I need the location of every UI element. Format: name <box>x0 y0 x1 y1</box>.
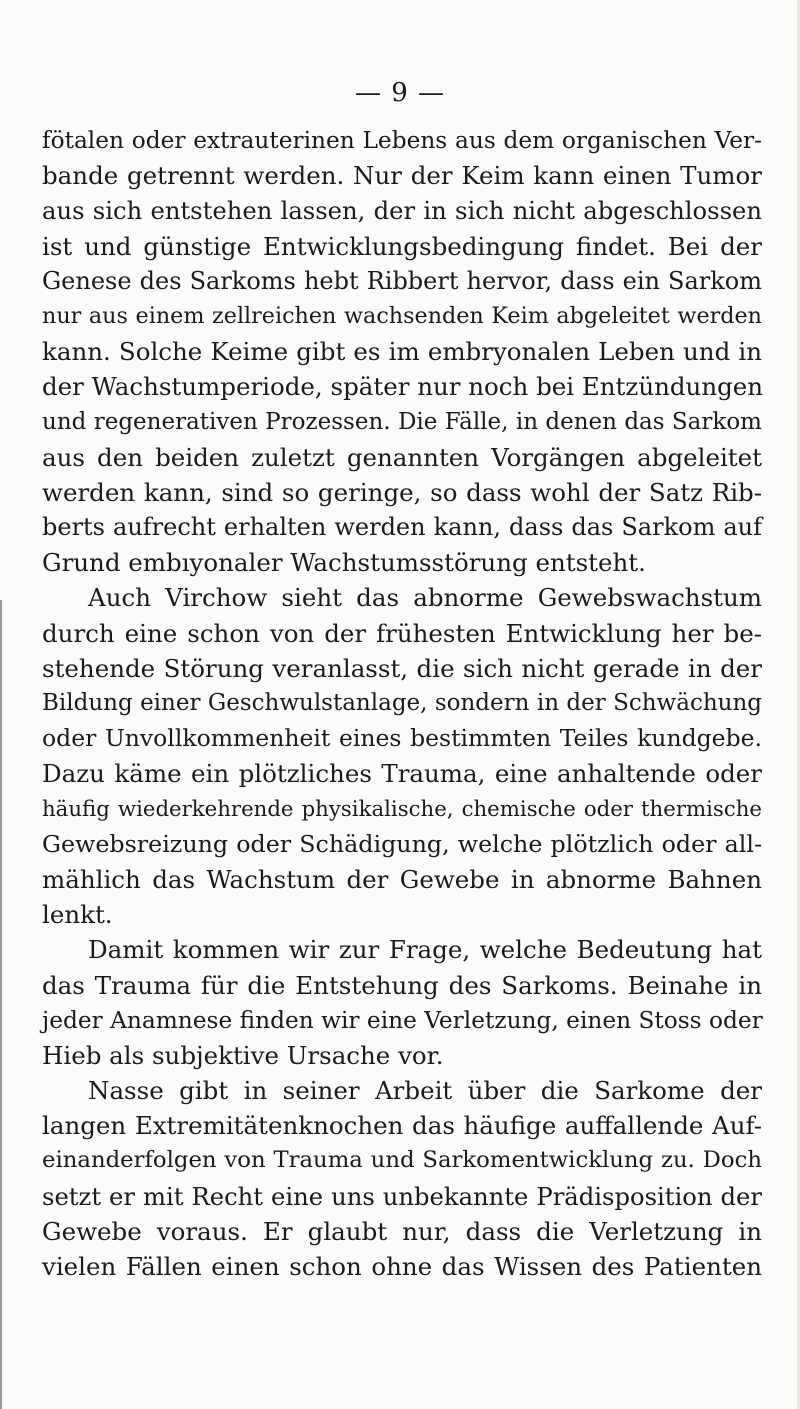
paragraph <box>42 1073 762 1284</box>
text-line: häufig wiederkehrende physikalische, chemische oder thermische <box>42 796 762 822</box>
text-line: nur aus einem zellreichen wachsenden Keim abgeleitet werden <box>42 302 762 329</box>
text-line: jeder Anamnese finden wir eine Verletzung, einen Stoss oder <box>42 1006 763 1034</box>
page-number: — 9 — <box>354 78 446 108</box>
text-line: aus sich entstehen lassen, der in sich nicht abgeschlossen <box>42 196 762 226</box>
page-left-edge-shadow <box>0 600 2 1409</box>
text-line: oder Unvollkommenheit eines bestimmten Teiles kundgebe. <box>42 724 762 753</box>
text-line: aus den beiden zuletzt genannten Vorgängen abgeleitet <box>42 442 762 472</box>
text-line: fötalen oder extrauterinen Lebens aus dem organischen Ver- <box>42 127 762 154</box>
text-line: setzt er mit Recht eine uns unbekannte Prädisposition der <box>42 1181 762 1211</box>
body-text <box>42 123 762 1284</box>
text-line: der Wachstumperiode, später nur noch bei Entzündungen <box>42 372 764 402</box>
text-line: Dazu käme ein plötzliches Trauma, eine anhaltende oder <box>42 759 762 789</box>
text-line: Gewebe voraus. Er glaubt nur, dass die Verletzung in <box>42 1216 762 1246</box>
text-line: einanderfolgen von Trauma und Sarkomentwicklung zu. Doch <box>42 1147 762 1174</box>
text-line: das Trauma für die Entstehung des Sarkoms. Beinahe in <box>42 970 762 1000</box>
text-line: bande getrennt werden. Nur der Keim kann einen Tumor <box>42 161 762 191</box>
text-line: Nasse gibt in seiner Arbeit über die Sarkome der <box>88 1076 762 1106</box>
text-line: lenkt. <box>42 900 113 930</box>
text-line: Auch Virchow sieht das abnorme Gewebswachstum <box>88 583 762 613</box>
text-line: langen Extremitätenknochen das häufige auffallende Auf- <box>42 1111 762 1141</box>
paragraph <box>42 580 762 932</box>
text-line: Gewebsreizung oder Schädigung, welche plötzlich oder all- <box>42 829 762 858</box>
text-line: berts aufrecht erhalten werden kann, dass das Sarkom auf <box>42 513 762 542</box>
text-line: kann. Solche Keime gibt es im embryonalen Leben und in <box>42 337 762 367</box>
text-line: werden kann, sind so geringe, so dass wohl der Satz Rib- <box>42 477 762 507</box>
text-line: ist und günstige Entwicklungsbedingung findet. Bei der <box>42 231 762 261</box>
text-line: Damit kommen wir zur Frage, welche Bedeutung hat <box>88 935 762 965</box>
text-line: Genese des Sarkoms hebt Ribbert hervor, dass ein Sarkom <box>42 266 762 295</box>
text-line: mählich das Wachstum der Gewebe in abnorme Bahnen <box>42 864 762 894</box>
text-line: Bildung einer Geschwulstanlage, sondern in der Schwächung <box>42 690 762 716</box>
text-line: und regenerativen Prozessen. Die Fälle, in denen das Sarkom <box>42 408 762 435</box>
text-line: stehende Störung veranlasst, die sich nicht gerade in der <box>42 653 762 683</box>
text-line: durch eine schon von der frühesten Entwicklung her be- <box>42 618 762 648</box>
text-line: Hieb als subjektive Ursache vor. <box>42 1040 444 1070</box>
text-line: vielen Fällen einen schon ohne das Wissen des Patienten <box>42 1252 762 1281</box>
paragraph <box>42 123 762 580</box>
text-line: Grund embıyonaler Wachstumsstörung entsteht. <box>42 548 646 578</box>
paragraph <box>42 932 762 1073</box>
